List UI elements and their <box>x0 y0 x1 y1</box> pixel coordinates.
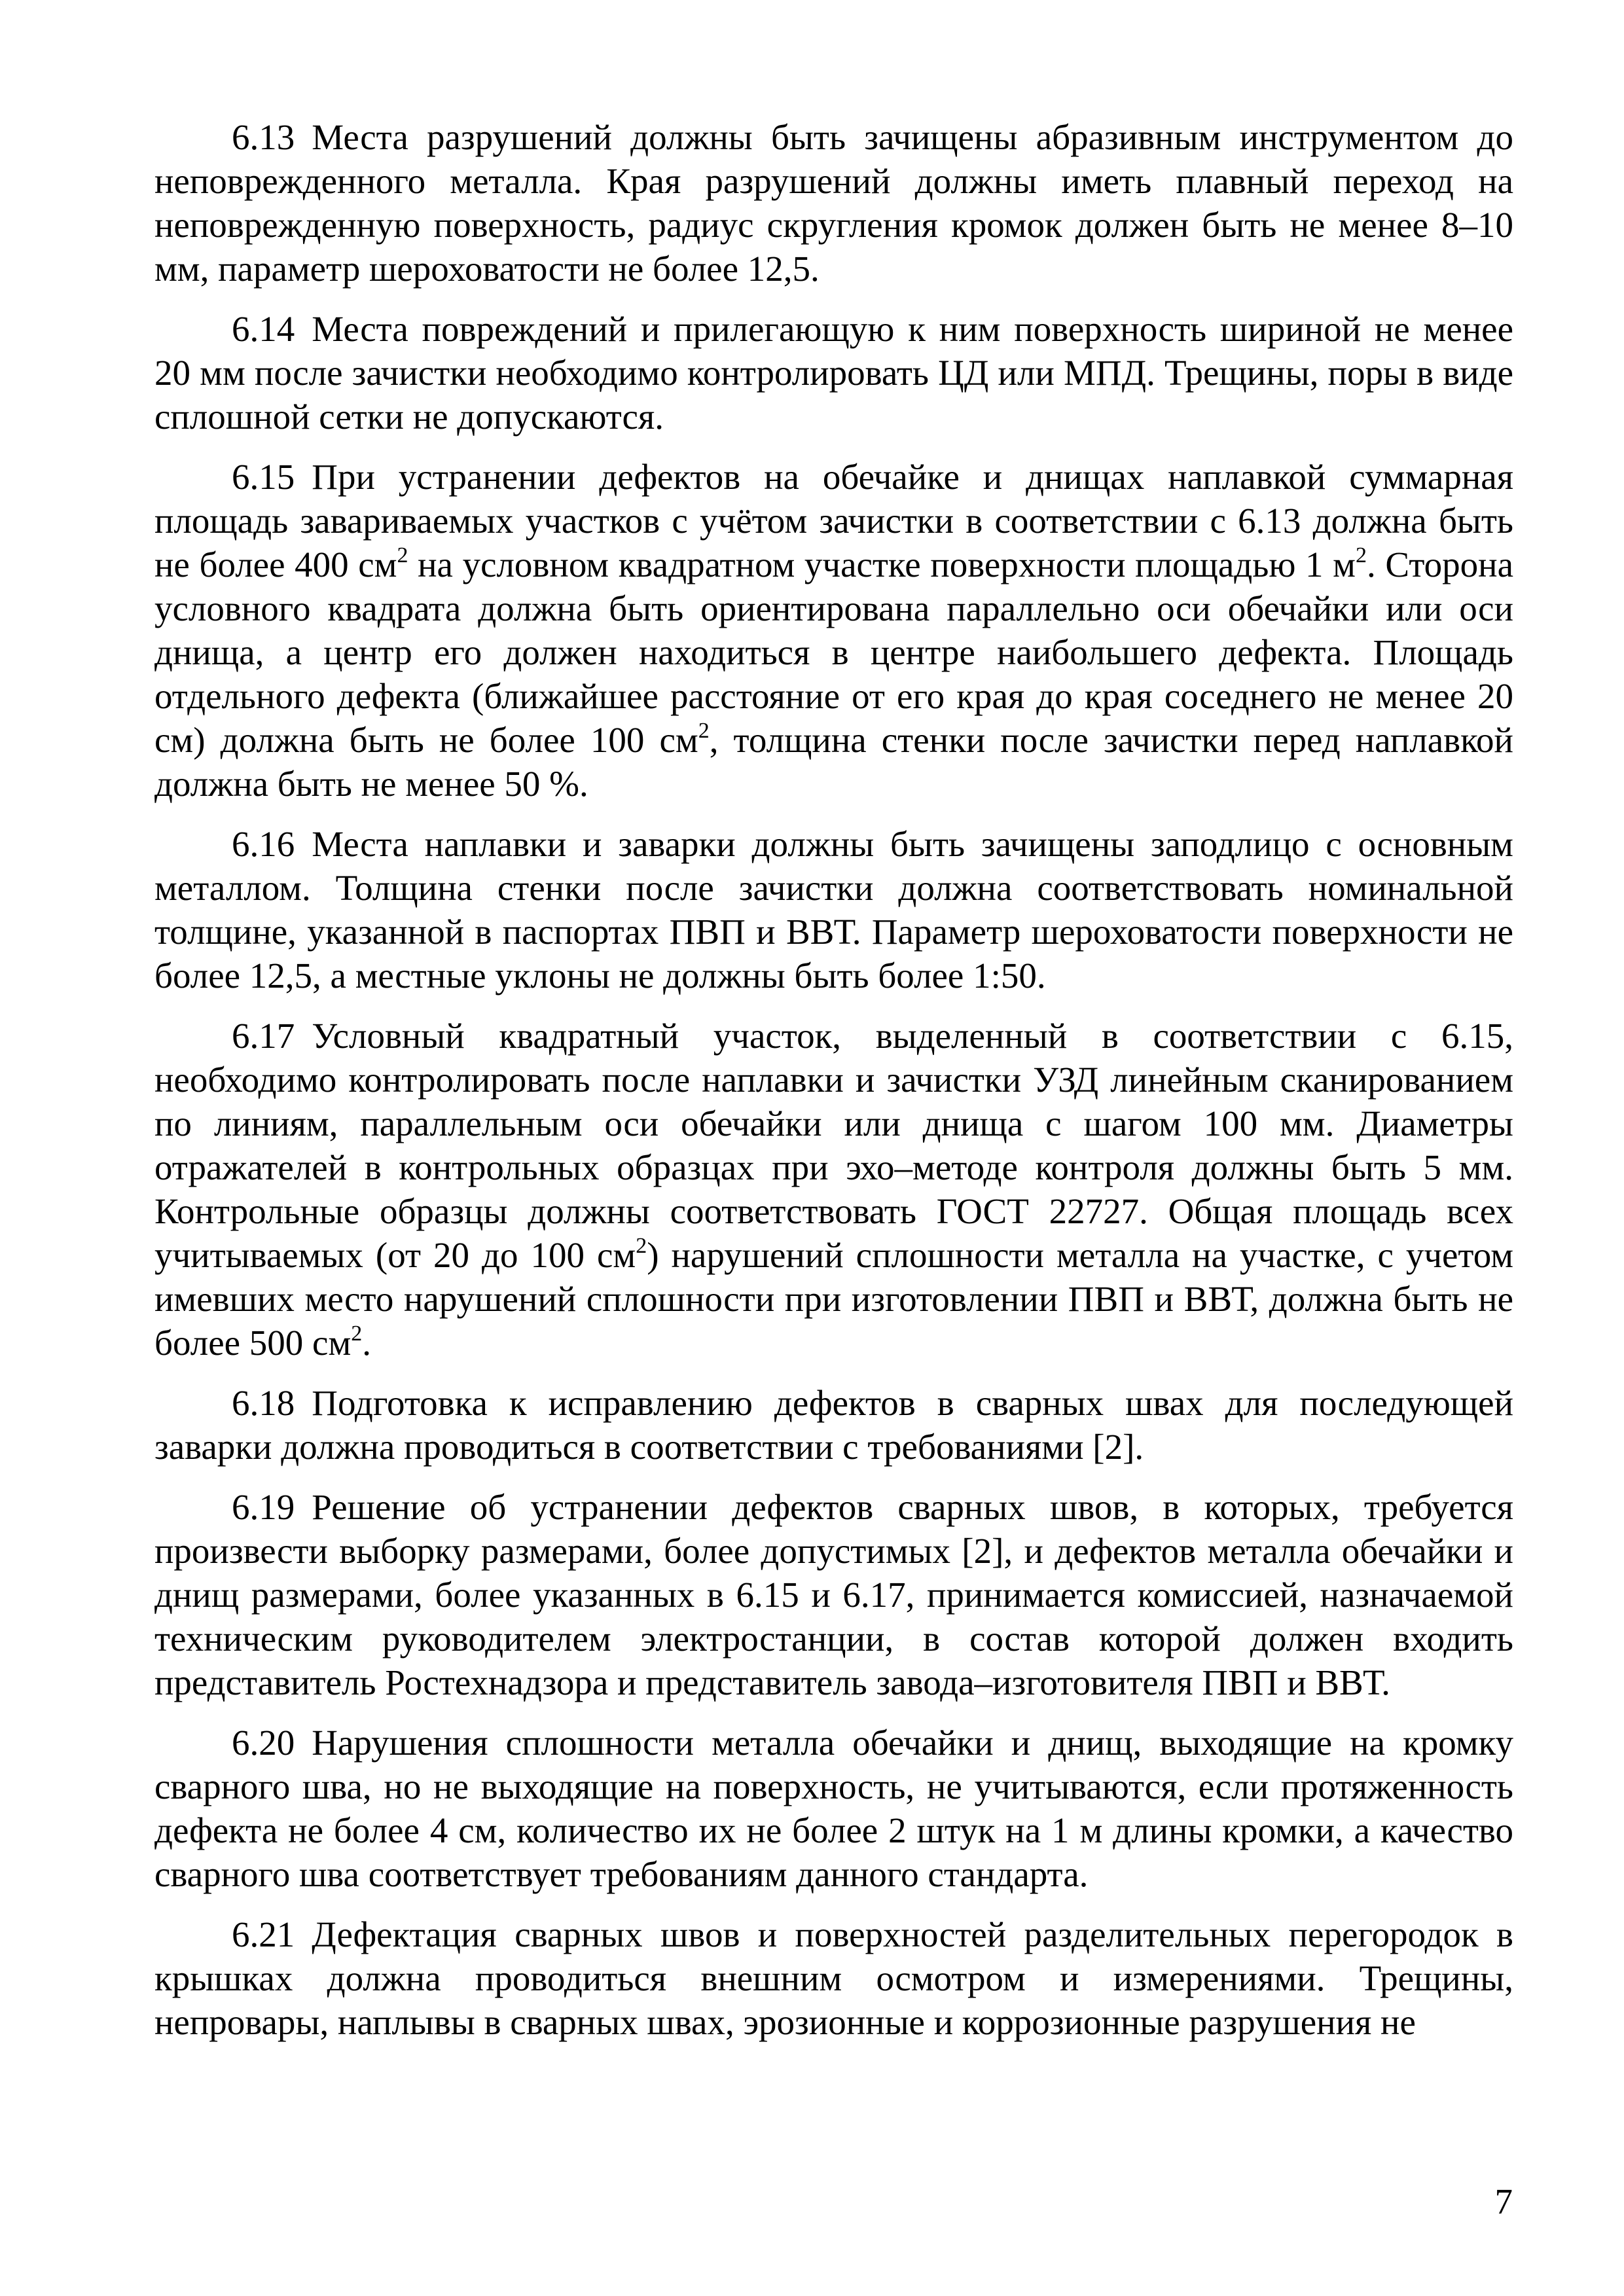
paragraph-number: 6.15 <box>232 457 295 497</box>
paragraph-number: 6.14 <box>232 309 295 349</box>
paragraph-6-13 <box>154 115 1513 291</box>
superscript: 2 <box>1355 543 1367 567</box>
paragraph-text: . Сторона условного квадрата должна быть ориентирована параллельно оси обечайки или оси днища, а центр его должен находиться в центре наибольшего дефекта. Площадь отдельного дефекта (ближайшее расстояние от его края до края соседнего не менее 20 см) должна быть не более 100 см <box>154 545 1513 760</box>
paragraph-text: Нарушения сплошности металла обечайки и днищ, выходящие на кромку сварного шва, но не выходящие на поверхность, не учитываются, если протяженность дефекта не более 4 см, количество их не более 2 штук на 1 м длины кромки, а качество сварного шва соответствует требованиям данного стандарта. <box>154 1723 1513 1894</box>
paragraph-6-16 <box>154 822 1513 997</box>
superscript: 2 <box>698 719 710 743</box>
document-body <box>154 115 1513 2060</box>
paragraph-6-21 <box>154 1912 1513 2044</box>
paragraph-text: Места наплавки и заварки должны быть зачищены заподлицо с основным металлом. Толщина стенки после зачистки должна соответствовать номинальной толщине, указанной в паспортах ПВП и ВВТ. Параметр шероховатости поверхности не более 12,5, а местные уклоны не должны быть более 1:50. <box>154 824 1513 996</box>
paragraph-number: 6.13 <box>232 117 295 157</box>
paragraph-text: Дефектация сварных швов и поверхностей разделительных перегородок в крышках должна проводиться внешним осмотром и измерениями. Трещины, непровары, наплывы в сварных швах, эрозионные и коррозионные разрушения не <box>154 1914 1513 2042</box>
page-number: 7 <box>1494 2181 1513 2221</box>
paragraph-6-20 <box>154 1721 1513 1896</box>
paragraph-number: 6.16 <box>232 824 295 864</box>
paragraph-text: ) нарушений сплошности металла на участке, с учетом имевших место нарушений сплошности при изготовлении ПВП и ВВТ, должна быть не более 500 см <box>154 1235 1513 1363</box>
paragraph-text: , толщина стенки после зачистки перед наплавкой должна быть не менее 50 %. <box>154 720 1513 804</box>
paragraph-text: Подготовка к исправлению дефектов в сварных швах для последующей заварки должна проводиться в соответствии с требованиями [2]. <box>154 1383 1513 1467</box>
paragraph-number: 6.18 <box>232 1383 295 1423</box>
paragraph-text: Места разрушений должны быть зачищены абразивным инструментом до неповрежденного металла. Края разрушений должны иметь плавный переход на неповрежденную поверхность, радиус скругления кромок должен быть не менее 8–10 мм, параметр шероховатости не более 12,5. <box>154 117 1513 289</box>
paragraph-6-15 <box>154 455 1513 806</box>
superscript: 2 <box>397 543 408 567</box>
paragraph-text: на условном квадратном участке поверхности площадью 1 м <box>408 545 1356 584</box>
paragraph-6-18 <box>154 1381 1513 1469</box>
superscript: 2 <box>636 1234 647 1258</box>
paragraph-number: 6.20 <box>232 1723 295 1763</box>
paragraph-text: Места повреждений и прилегающую к ним поверхность шириной не менее 20 мм после зачистки необходимо контролировать ЦД или МПД. Трещины, поры в виде сплошной сетки не допускаются. <box>154 309 1513 437</box>
paragraph-6-17 <box>154 1014 1513 1365</box>
superscript: 2 <box>351 1321 363 1346</box>
paragraph-text: Условный квадратный участок, выделенный в соответствии с 6.15, необходимо контролировать после наплавки и зачистки УЗД линейным сканированием по линиям, параллельным оси обечайки или днища с шагом 100 мм. Диаметры отражателей в контрольных образцах при эхо–методе контроля должны быть 5 мм. Контрольные образцы должны соответствовать ГОСТ 22727. Общая площадь всех учитываемых (от 20 до 100 см <box>154 1016 1513 1275</box>
paragraph-text: При устранении дефектов на обечайке и днищах наплавкой суммарная площадь завариваемых участков с учётом зачистки в соответствии с 6.13 должна быть не более 400 см <box>154 457 1513 584</box>
paragraph-6-14 <box>154 307 1513 439</box>
paragraph-number: 6.17 <box>232 1016 295 1056</box>
paragraph-text: Решение об устранении дефектов сварных швов, в которых, требуется произвести выборку размерами, более допустимых [2], и дефектов металла обечайки и днищ размерами, более указанных в 6.15 и 6.17, принимается комиссией, назначаемой техническим руководителем электростанции, в состав которой должен входить представитель Ростехнадзора и представитель завода–изготовителя ПВП и ВВТ. <box>154 1487 1513 1702</box>
paragraph-text: . <box>362 1323 371 1363</box>
paragraph-number: 6.19 <box>232 1487 295 1527</box>
paragraph-number: 6.21 <box>232 1914 295 1954</box>
paragraph-6-19 <box>154 1485 1513 1704</box>
